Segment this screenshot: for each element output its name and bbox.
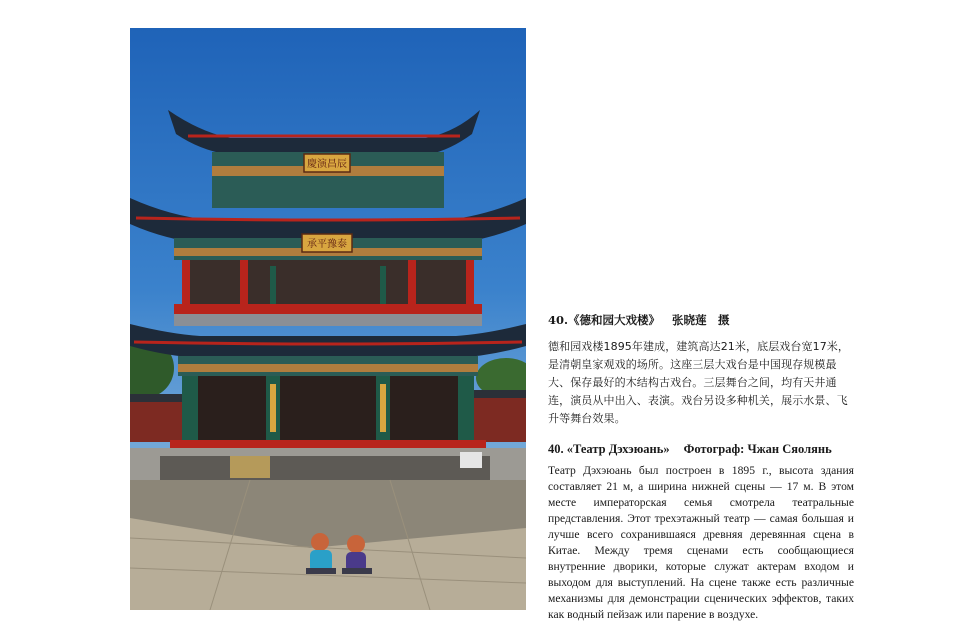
caption-author-ru: Фотограф: Чжан Сяолянь <box>683 442 832 456</box>
caption-author-cn: 张晓莲 摄 <box>672 313 730 327</box>
caption-title-ru-text: 40. «Театр Дэхэюань» <box>548 442 670 456</box>
lower-roof <box>130 324 526 358</box>
caption-title-cn <box>548 312 854 328</box>
top-roof <box>168 110 480 154</box>
middle-storey <box>182 260 474 308</box>
caption-body-ru: Театр Дэхэюань был построен в 1895 г., высота здания составляет 21 м, а ширина нижней сцены — 17 м. В этом месте императорская семья смотрела театральные представления. Этот трехэтажный театр — самая большая и лучше всего сохранившаяся древняя деревянная сцена в Китае. Между тремя сценами есть сообщающиеся внутренние дворики, которые служат актерам входом и выходом для выступлений. На сцене также есть различные механизмы для демонстрации сценических эффектов, таких как водный пейзаж или парение в воздухе. <box>548 464 854 621</box>
side-building-right <box>468 396 526 442</box>
plaque-middle-text: 承平豫泰 <box>307 239 347 250</box>
sign-board <box>230 456 270 478</box>
side-building-left <box>130 400 190 442</box>
caption-body-cn: 德和园戏楼1895年建成，建筑高达21米，底层戏台宽17米，是清朝皇家观戏的场所。这座三层大戏台是中国现存规模最大、保存最好的木结构古戏台。三层舞台之间，均有天井通连，演员从中出入、表演。戏台另设多种机关，展示水景、飞升等舞台效果。 <box>548 340 849 425</box>
caption-title-ru <box>548 442 854 457</box>
caption-title-cn-text: 40.《德和园大戏楼》 <box>548 313 661 327</box>
dehe-garden-theatre-illustration <box>130 28 526 610</box>
ground-storey <box>182 376 474 442</box>
plaque-top-text: 慶演昌辰 <box>307 159 347 170</box>
balcony-railing <box>174 304 482 314</box>
theatre-photo <box>130 28 526 610</box>
caption-block <box>548 312 854 623</box>
